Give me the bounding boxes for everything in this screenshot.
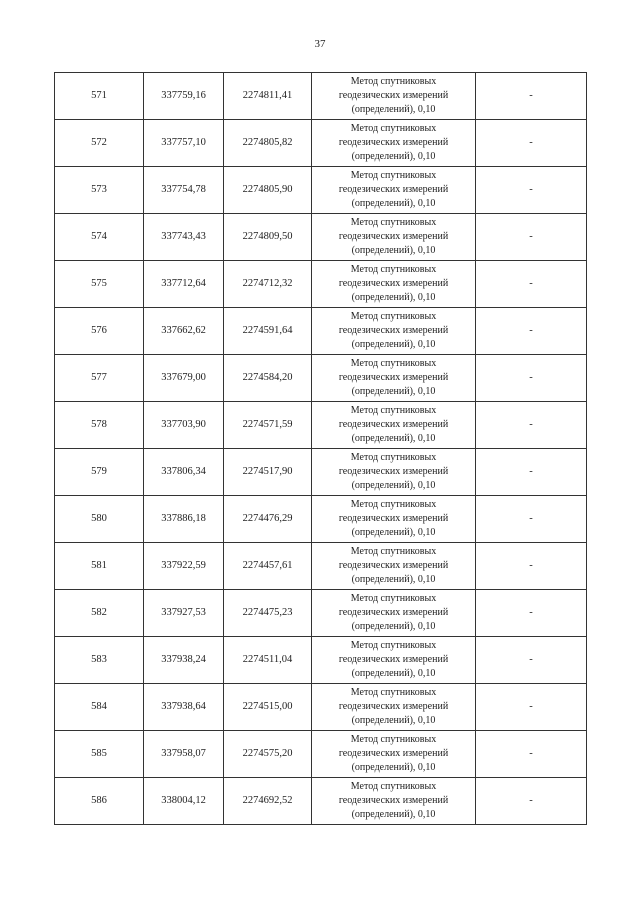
table-row (55, 496, 587, 543)
table-row (55, 261, 587, 308)
point-number-cell: 571 (55, 73, 144, 120)
method-line: (определений), 0,10 (351, 245, 436, 256)
method-line: (определений), 0,10 (351, 715, 436, 726)
method-line: (определений), 0,10 (351, 668, 436, 679)
x-coordinate-cell: 337938,24 (144, 637, 224, 684)
x-coordinate-cell: 337958,07 (144, 731, 224, 778)
method-line: (определений), 0,10 (351, 809, 436, 820)
point-number-cell: 576 (55, 308, 144, 355)
coordinates-table (54, 72, 587, 825)
table-row (55, 167, 587, 214)
point-number-cell: 585 (55, 731, 144, 778)
note-cell: - (476, 214, 587, 261)
y-coordinate-cell: 2274591,64 (224, 308, 312, 355)
note-cell: - (476, 637, 587, 684)
method-cell (312, 308, 476, 355)
point-number-cell: 574 (55, 214, 144, 261)
note-cell: - (476, 355, 587, 402)
method-cell (312, 355, 476, 402)
method-line: Метод спутниковых (350, 687, 437, 698)
method-line: (определений), 0,10 (351, 433, 436, 444)
point-number-cell: 584 (55, 684, 144, 731)
y-coordinate-cell: 2274476,29 (224, 496, 312, 543)
method-line: геодезических измерений (338, 419, 449, 430)
note-cell: - (476, 120, 587, 167)
table-row (55, 402, 587, 449)
note-cell: - (476, 684, 587, 731)
point-number-cell: 572 (55, 120, 144, 167)
y-coordinate-cell: 2274809,50 (224, 214, 312, 261)
method-line: (определений), 0,10 (351, 574, 436, 585)
point-number-cell: 580 (55, 496, 144, 543)
method-line: Метод спутниковых (350, 123, 437, 134)
method-line: Метод спутниковых (350, 734, 437, 745)
table-row (55, 731, 587, 778)
coordinates-table-body (55, 73, 587, 825)
method-line: геодезических измерений (338, 560, 449, 571)
note-cell: - (476, 496, 587, 543)
table-row (55, 543, 587, 590)
note-cell: - (476, 590, 587, 637)
y-coordinate-cell: 2274515,00 (224, 684, 312, 731)
x-coordinate-cell: 337743,43 (144, 214, 224, 261)
method-line: геодезических измерений (338, 90, 449, 101)
method-line: Метод спутниковых (350, 546, 437, 557)
x-coordinate-cell: 337679,00 (144, 355, 224, 402)
method-cell (312, 637, 476, 684)
point-number-cell: 573 (55, 167, 144, 214)
table-row (55, 355, 587, 402)
note-cell: - (476, 308, 587, 355)
method-line: (определений), 0,10 (351, 480, 436, 491)
method-line: Метод спутниковых (350, 217, 437, 228)
table-row (55, 214, 587, 261)
x-coordinate-cell: 337927,53 (144, 590, 224, 637)
method-cell (312, 214, 476, 261)
table-row (55, 449, 587, 496)
method-line: геодезических измерений (338, 607, 449, 618)
method-line: Метод спутниковых (350, 170, 437, 181)
method-line: Метод спутниковых (350, 781, 437, 792)
x-coordinate-cell: 337662,62 (144, 308, 224, 355)
method-line: геодезических измерений (338, 466, 449, 477)
method-line: (определений), 0,10 (351, 198, 436, 209)
x-coordinate-cell: 337757,10 (144, 120, 224, 167)
method-line: геодезических измерений (338, 184, 449, 195)
x-coordinate-cell: 337703,90 (144, 402, 224, 449)
method-cell (312, 543, 476, 590)
y-coordinate-cell: 2274584,20 (224, 355, 312, 402)
method-line: (определений), 0,10 (351, 151, 436, 162)
method-line: (определений), 0,10 (351, 621, 436, 632)
point-number-cell: 583 (55, 637, 144, 684)
method-line: геодезических измерений (338, 748, 449, 759)
y-coordinate-cell: 2274805,90 (224, 167, 312, 214)
table-row (55, 637, 587, 684)
method-cell (312, 167, 476, 214)
method-cell (312, 120, 476, 167)
method-line: Метод спутниковых (350, 76, 437, 87)
method-line: Метод спутниковых (350, 264, 437, 275)
x-coordinate-cell: 337712,64 (144, 261, 224, 308)
method-line: геодезических измерений (338, 513, 449, 524)
page-number: 37 (314, 38, 326, 50)
method-line: геодезических измерений (338, 372, 449, 383)
x-coordinate-cell: 337938,64 (144, 684, 224, 731)
x-coordinate-cell: 337759,16 (144, 73, 224, 120)
method-line: Метод спутниковых (350, 358, 437, 369)
method-line: Метод спутниковых (350, 640, 437, 651)
note-cell: - (476, 73, 587, 120)
method-cell (312, 73, 476, 120)
y-coordinate-cell: 2274511,04 (224, 637, 312, 684)
note-cell: - (476, 261, 587, 308)
point-number-cell: 578 (55, 402, 144, 449)
method-line: (определений), 0,10 (351, 104, 436, 115)
y-coordinate-cell: 2274517,90 (224, 449, 312, 496)
method-cell (312, 731, 476, 778)
y-coordinate-cell: 2274712,32 (224, 261, 312, 308)
y-coordinate-cell: 2274692,52 (224, 778, 312, 825)
method-line: геодезических измерений (338, 231, 449, 242)
table-row (55, 120, 587, 167)
table-row (55, 73, 587, 120)
method-line: геодезических измерений (338, 278, 449, 289)
y-coordinate-cell: 2274475,23 (224, 590, 312, 637)
method-line: геодезических измерений (338, 325, 449, 336)
point-number-cell: 577 (55, 355, 144, 402)
y-coordinate-cell: 2274805,82 (224, 120, 312, 167)
x-coordinate-cell: 338004,12 (144, 778, 224, 825)
method-line: Метод спутниковых (350, 311, 437, 322)
method-cell (312, 261, 476, 308)
note-cell: - (476, 543, 587, 590)
x-coordinate-cell: 337754,78 (144, 167, 224, 214)
point-number-cell: 575 (55, 261, 144, 308)
method-line: (определений), 0,10 (351, 339, 436, 350)
method-line: геодезических измерений (338, 654, 449, 665)
method-line: геодезических измерений (338, 795, 449, 806)
method-line: (определений), 0,10 (351, 292, 436, 303)
table-row (55, 684, 587, 731)
x-coordinate-cell: 337886,18 (144, 496, 224, 543)
method-line: Метод спутниковых (350, 499, 437, 510)
y-coordinate-cell: 2274457,61 (224, 543, 312, 590)
x-coordinate-cell: 337922,59 (144, 543, 224, 590)
note-cell: - (476, 402, 587, 449)
table-row (55, 590, 587, 637)
note-cell: - (476, 778, 587, 825)
y-coordinate-cell: 2274811,41 (224, 73, 312, 120)
method-line: (определений), 0,10 (351, 762, 436, 773)
y-coordinate-cell: 2274571,59 (224, 402, 312, 449)
method-line: Метод спутниковых (350, 452, 437, 463)
point-number-cell: 582 (55, 590, 144, 637)
method-line: Метод спутниковых (350, 593, 437, 604)
method-cell (312, 684, 476, 731)
point-number-cell: 586 (55, 778, 144, 825)
method-line: геодезических измерений (338, 701, 449, 712)
method-cell (312, 496, 476, 543)
note-cell: - (476, 449, 587, 496)
method-line: (определений), 0,10 (351, 386, 436, 397)
method-cell (312, 778, 476, 825)
y-coordinate-cell: 2274575,20 (224, 731, 312, 778)
table-row (55, 308, 587, 355)
method-line: геодезических измерений (338, 137, 449, 148)
method-cell (312, 402, 476, 449)
method-line: Метод спутниковых (350, 405, 437, 416)
table-row (55, 778, 587, 825)
point-number-cell: 579 (55, 449, 144, 496)
method-line: (определений), 0,10 (351, 527, 436, 538)
note-cell: - (476, 731, 587, 778)
note-cell: - (476, 167, 587, 214)
x-coordinate-cell: 337806,34 (144, 449, 224, 496)
method-cell (312, 449, 476, 496)
point-number-cell: 581 (55, 543, 144, 590)
method-cell (312, 590, 476, 637)
